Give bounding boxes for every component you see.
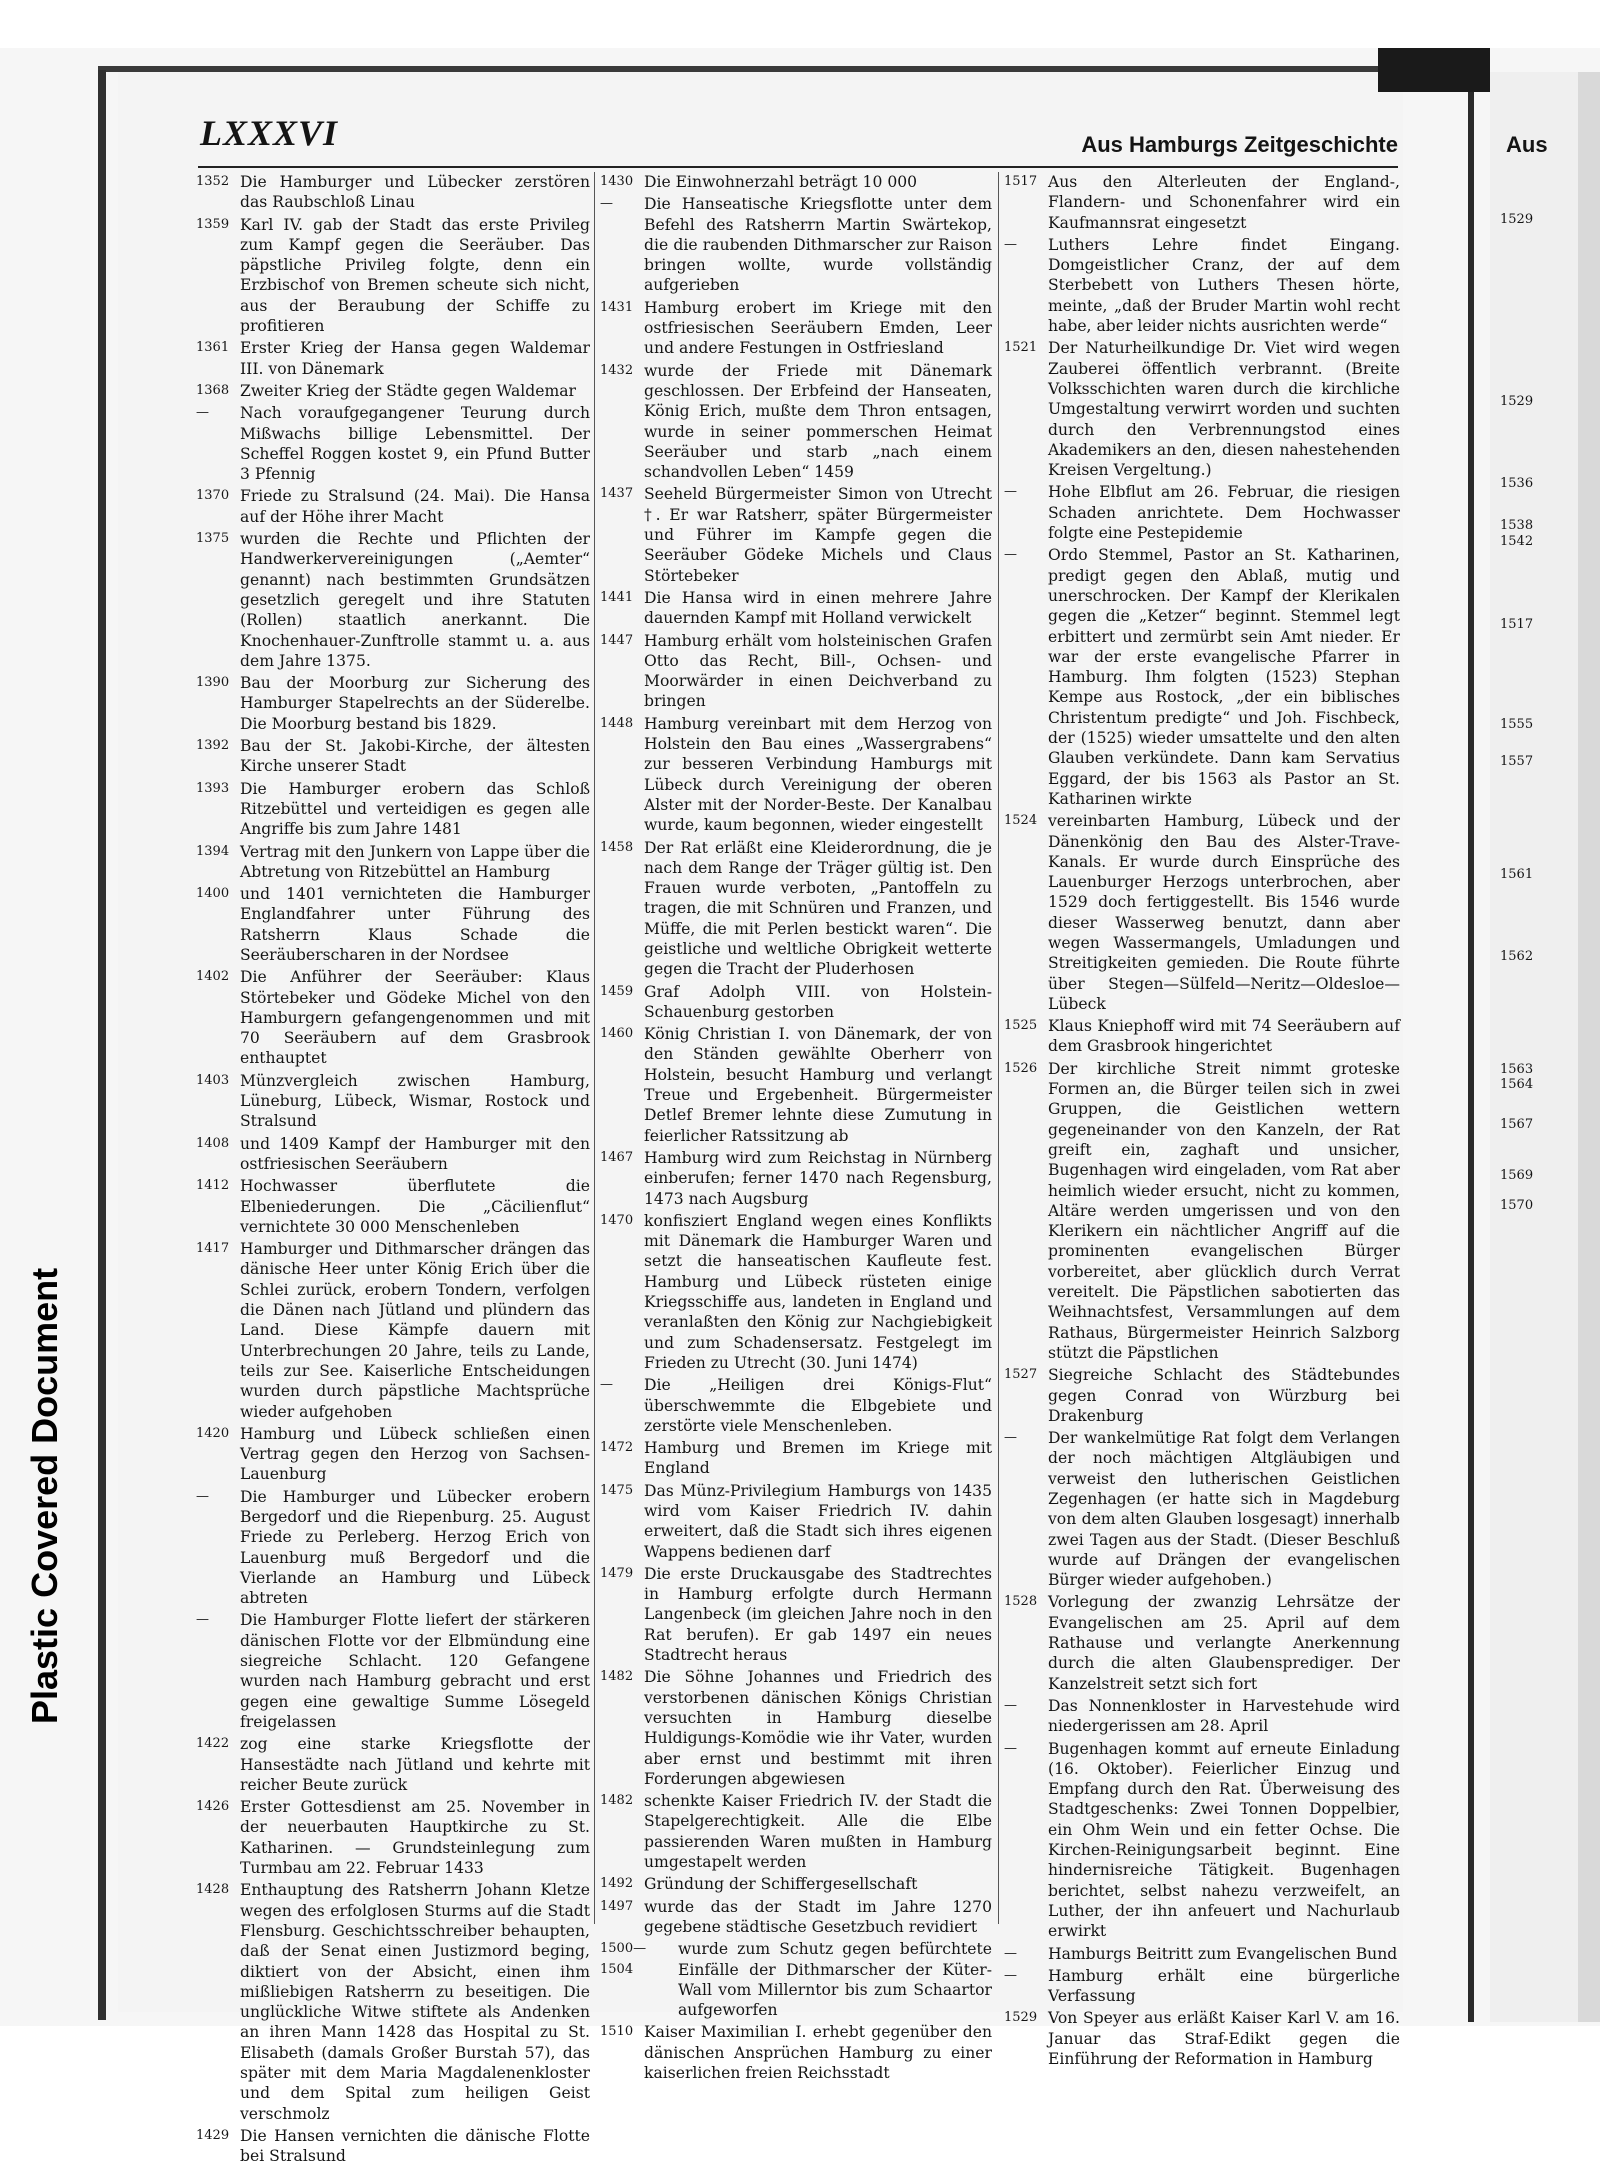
- entry-text: Die Hamburger erobern das Schloß Ritzebüttel und verteidigen es gegen alle Angriffe bis zum Jahre 1481: [240, 779, 590, 839]
- entry-year: 1375: [196, 531, 230, 547]
- entry-year: —: [1004, 1430, 1017, 1446]
- header-rule: [198, 166, 1398, 168]
- adjacent-year: 1529: [1500, 394, 1534, 409]
- chronicle-entry: [600, 1667, 992, 1789]
- entry-year: —: [600, 1377, 613, 1393]
- entry-text: Kaiser Maximilian I. erhebt gegenüber den dänischen Ansprüchen Hamburg zu einer kaiserlichen freien Reichsstadt: [644, 2023, 992, 2083]
- entry-year: —: [1004, 1740, 1017, 1756]
- entry-text: Luthers Lehre findet Eingang. Domgeistlicher Cranz, der auf dem Sterbebett von Luthers Thesen hörte, meinte, „daß der Bruder Martin wohl recht habe, aber leider nichts ausrichten werde“: [1048, 235, 1400, 336]
- entry-year: 1422: [196, 1736, 230, 1752]
- adjacent-year: 1536: [1500, 476, 1534, 491]
- chronicle-entry: [1004, 482, 1400, 543]
- entry-text: und 1409 Kampf der Hamburger mit den ostfriesischen Seeräubern: [240, 1134, 590, 1173]
- chronicle-entry: [600, 1375, 992, 1436]
- entry-text: wurde der Friede mit Dänemark geschlossen. Der Erbfeind der Hanseaten, König Erich, mußte dem Thron entsagen, wurde in seiner pommerschen Heimat Seeräuber und starb „nach einem schandvollen Leben“ 1459: [644, 361, 992, 482]
- entry-year: 1517: [1004, 174, 1038, 189]
- chronicle-entry: [600, 1939, 992, 2020]
- entry-year: —: [1004, 547, 1017, 563]
- entry-text: Die Hansa wird in einen mehrere Jahre dauernden Kampf mit Holland verwickelt: [644, 588, 992, 628]
- entry-year: —: [196, 1488, 209, 1504]
- entry-year: 1428: [196, 1882, 230, 1898]
- adjacent-year: 1567: [1500, 1117, 1534, 1132]
- entry-text: Die Hanseatische Kriegsflotte unter dem Befehl des Ratsherrn Martin Swärtekop, die die raubenden Dithmarscher zur Raison bringen wollte, wurde vollständig aufgerieben: [644, 195, 992, 295]
- entry-year: 1472: [600, 1440, 634, 1456]
- entry-text: Karl IV. gab der Stadt das erste Privileg zum Kampf gegen die Seeräuber. Das päpstliche Privileg folgte, denn ein Erzbischof von Bremen scheute sich nicht, aus der Beraubung der Schiffe zu profitieren: [240, 215, 590, 336]
- entry-year: 1392: [196, 738, 230, 754]
- entry-text: Hamburg wird zum Reichstag in Nürnberg einberufen; ferner 1470 nach Regensburg, 1473 nach Augsburg: [644, 1148, 992, 1208]
- entry-year: 1525: [1004, 1018, 1038, 1034]
- entry-text: wurde das der Stadt im Jahre 1270 gegebene städtische Gesetzbuch revidiert: [644, 1897, 992, 1936]
- adjacent-year: 1561: [1500, 867, 1534, 882]
- adjacent-year: 1538: [1500, 518, 1534, 533]
- entry-text: Gründung der Schiffergesellschaft: [644, 1875, 918, 1894]
- chronicle-entry: [196, 842, 590, 883]
- column-divider: [594, 172, 595, 1924]
- gutter-line: [1468, 92, 1474, 2022]
- entry-year: 1526: [1004, 1060, 1038, 1076]
- entry-year: 1431: [600, 299, 634, 315]
- entry-year: 1426: [196, 1799, 230, 1815]
- entry-text: Der Rat erläßt eine Kleiderordnung, die je nach dem Range der Träger gültig ist. Den Frauen wurde verboten, „Pantoffeln zu tragen, die mit Schnüren und Franzen, und Müffe, die mit Perlen bestickt waren“. Die geistliche und weltliche Obrigkeit wetterte gegen die Tracht der Pluderhosen: [644, 838, 992, 979]
- entry-text: Die Hamburger und Lübecker erobern Bergedorf und die Riepenburg. 25. August Friede zu Perleberg. Herzog Erich von Lauenburg muß Bergedorf und die Vierlande an Hamburg und Lübeck abtreten: [240, 1487, 590, 1608]
- entry-text: Die Söhne Johannes und Friedrich des verstorbenen dänischen Königs Christian versuchten in Hamburg dieselbe Huldigungs-Komödie wie ihr Vater, wurden aber ernst und bestimmt mit ihren Forderungen abgewiesen: [644, 1668, 992, 1788]
- chronicle-entry: [1004, 1739, 1400, 1942]
- chronicle-entry: [196, 1424, 590, 1485]
- entry-year: 1432: [600, 362, 634, 378]
- chronicle-entry: [1004, 811, 1400, 1014]
- chronicle-entry: [196, 486, 590, 527]
- entry-year: 1368: [196, 382, 230, 398]
- entry-text: Münzvergleich zwischen Hamburg, Lüneburg, Lübeck, Wismar, Rostock und Stralsund: [240, 1071, 590, 1131]
- entry-text: Hamburger und Dithmarscher drängen das dänische Heer unter König Erich über die Schlei zurück, erobern Tondern, verfolgen die Dänen nach Jütland und plündern das Land. Diese Kämpfe dauern mit Unterbrechungen 20 Jahre, teils zu Lande, teils zur See. Kaiserliche Entscheidungen wurden durch päpstliche Machtsprüche wieder aufgehoben: [240, 1240, 590, 1421]
- entry-text: Die Anführer der Seeräuber: Klaus Störtebeker und Gödeke Michel von den Hamburgern gefangengenommen und mit 70 Seeräubern auf dem Grasbrook enthauptet: [240, 968, 590, 1068]
- entry-text: Zweiter Krieg der Städte gegen Waldemar: [240, 381, 576, 400]
- entry-year: —: [1004, 484, 1017, 500]
- entry-year: 1394: [196, 843, 230, 859]
- entry-year: 1482: [600, 1669, 634, 1685]
- entry-year: —: [1004, 1945, 1017, 1961]
- entry-year: 1393: [196, 780, 230, 796]
- entry-year: 1459: [600, 983, 634, 999]
- adjacent-year: 1542: [1500, 534, 1534, 549]
- entry-year: 1437: [600, 486, 634, 502]
- chronicle-entry: [600, 631, 992, 712]
- entry-year: 1458: [600, 839, 634, 855]
- page-number: LXXXVI: [200, 113, 339, 153]
- entry-text: Hohe Elbflut am 26. Februar, die riesigen Schaden anrichtete. Dem Hochwasser folgte eine Pestepidemie: [1048, 483, 1400, 543]
- entry-text: konfisziert England wegen eines Konflikts mit Dänemark die Hamburger Waren und setzt die hanseatischen Kaufleute fest. Hamburg und Lübeck rüsteten einige Kriegsschiffe aus, landeten in England und veranlaßten den König zur Nachgiebigkeit und zum Schadensersatz. Festgelegt im Frieden zu Utrecht (30. Juni 1474): [644, 1211, 992, 1372]
- chronicle-entry: [196, 736, 590, 777]
- chronicle-entry: [600, 194, 992, 295]
- chronicle-entry: [600, 1211, 992, 1373]
- entry-text: Enthauptung des Ratsherrn Johann Kletze wegen des erfolglosen Sturms auf die Stadt Flensburg. Geschichtsschreiber behaupten, daß der Senat einen Justizmord beging, diktiert von der Absicht, einen ihm mißliebigen Ratsherrn zu beseitigen. Die unglückliche Witwe stiftete als Andenken an ihren Mann 1428 das Hospital zu St. Elisabeth (damals Großer Burstah 57), das später mit dem Maria Magdalenenkloster und dem Spital zum heiligen Geist verschmolz: [240, 1881, 590, 2123]
- entry-text: Das Nonnenkloster in Harvestehude wird niedergerissen am 28. April: [1048, 1696, 1400, 1736]
- entry-text: Von Speyer aus erläßt Kaiser Karl V. am 16. Januar das Straf-Edikt gegen die Einführung der Reformation in Hamburg: [1048, 2009, 1400, 2069]
- entry-year: 1352: [196, 174, 230, 189]
- adjacent-year: 1517: [1500, 617, 1534, 632]
- chronicle-entry: [196, 1734, 590, 1795]
- entry-text: Klaus Kniephoff wird mit 74 Seeräubern auf dem Grasbrook hingerichtet: [1048, 1017, 1400, 1056]
- entry-year: 1402: [196, 969, 230, 985]
- chronicle-entry: [600, 1481, 992, 1562]
- chronicle-entry: [196, 1071, 590, 1132]
- chronicle-entry: [196, 403, 590, 484]
- chronicle-entry: [196, 884, 590, 965]
- entry-text: Seeheld Bürgermeister Simon von Utrecht †. Er war Ratsherr, später Bürgermeister und Führer im Kampfe gegen die Seeräuber Gödeke Michels und Claus Störtebeker: [644, 485, 992, 585]
- entry-text: Die Hamburger Flotte liefert der stärkeren dänischen Flotte vor der Elbmündung eine siegreiche Schlacht. 120 Gefangene wurden nach Hamburg gebracht und erst gegen eine gewaltige Summe Lösegeld freigelassen: [240, 1611, 590, 1731]
- chronicle-entry: [1004, 545, 1400, 809]
- entry-year: 1467: [600, 1149, 634, 1165]
- entry-text: Bau der Moorburg zur Sicherung des Hamburger Stapelrechts an der Süderelbe. Die Moorburg bestand bis 1829.: [240, 674, 590, 733]
- side-label: Plastic Covered Document: [24, 1267, 65, 1724]
- entry-text: Siegreiche Schlacht des Städtebundes gegen Conrad von Würzburg bei Drakenburg: [1048, 1366, 1400, 1425]
- running-title: Aus Hamburgs Zeitgeschichte: [1081, 132, 1398, 157]
- chronicle-entry: [196, 1797, 590, 1878]
- chronicle-entry: [196, 338, 590, 379]
- chronicle-entry: [600, 172, 992, 192]
- entry-year: 1420: [196, 1425, 230, 1441]
- chronicle-entry: [196, 529, 590, 671]
- entry-year: 1479: [600, 1565, 634, 1581]
- entry-text: wurden die Rechte und Pflichten der Handwerkervereinigungen („Aemter“ genannt) nach bestimmten Grundsätzen gesetzlich geregelt und ihre Statuten (Rollen) staatlich anerkannt. Die Knochenhauer-Zunftrolle stammt u. a. aus dem Jahre 1375.: [240, 530, 590, 670]
- entry-year: —: [1004, 1697, 1017, 1713]
- entry-text: Vertrag mit den Junkern von Lappe über die Abtretung von Ritzebüttel an Hamburg: [240, 842, 591, 881]
- entry-text: Der Naturheilkundige Dr. Viet wird wegen Zauberei öffentlich verbrannt. (Breite Volksschichten waren durch die kirchliche Umgestaltung verwirrt worden und suchten durch den Verbrennungstod eines Akademikers an den, diesen nahestehenden Kreisen Vergeltung.): [1048, 339, 1400, 480]
- entry-year: 1528: [1004, 1594, 1038, 1610]
- chronicle-entry: [600, 1791, 992, 1872]
- entry-text: Die Einwohnerzahl beträgt 10 000: [644, 173, 918, 191]
- entry-text: Graf Adolph VIII. von Holstein-Schauenburg gestorben: [644, 982, 992, 1021]
- entry-text: Die Hamburger und Lübecker zerstören das Raubschloß Linau: [240, 173, 590, 212]
- chronicle-entry: [196, 1610, 590, 1732]
- entry-text: Hamburg erhält vom holsteinischen Grafen Otto das Recht, Bill-, Ochsen- und Moorwärder in einen Deichverband zu bringen: [644, 631, 992, 711]
- chronicle-entry: [1004, 172, 1400, 233]
- entry-text: Aus den Alterleuten der England-, Flandern- und Schonenfahrer wird ein Kaufmannsrat eingesetzt: [1048, 173, 1400, 232]
- chronicle-column-2: [600, 172, 992, 2085]
- chronicle-entry: [600, 298, 992, 359]
- entry-text: Die „Heiligen drei Königs-Flut“ überschwemmte die Elbgebiete und zerstörte viele Menschenleben.: [644, 1376, 992, 1435]
- chronicle-entry: [1004, 1966, 1400, 2007]
- entry-year: 1527: [1004, 1367, 1038, 1383]
- entry-text: Bugenhagen kommt auf erneute Einladung (16. Oktober). Feierlicher Einzug und Empfang durch den Rat. Überweisung des Stadtgeschenks: Zwei Tonnen Doppelbier, ein Ohm Wein und ein fetter Ochse. Die Kirchen-Reinigungsarbeit beginnt. Eine hindernisreiche Tätigkeit. Bugenhagen berichtet, selbst nahezu verzweifelt, an Luther, der ihn anfeuert und Nachurlaub erwirkt: [1048, 1739, 1400, 1941]
- adjacent-page-title: Aus: [1506, 132, 1548, 157]
- entry-text: Das Münz-Privilegium Hamburgs von 1435 wird vom Kaiser Friedrich IV. dahin erweitert, daß die Stadt sich ihres eigenen Wappens bedienen darf: [644, 1481, 992, 1561]
- chronicle-entry: [196, 1134, 590, 1175]
- entry-year: —: [196, 1612, 209, 1628]
- chronicle-entry: [1004, 1944, 1400, 1964]
- entry-text: Bau der St. Jakobi-Kirche, der ältesten Kirche unserer Stadt: [240, 737, 590, 776]
- entry-year: 1412: [196, 1178, 230, 1194]
- adjacent-year: 1564: [1500, 1077, 1534, 1092]
- entry-year: 1510: [600, 2024, 634, 2040]
- entry-year: 1400: [196, 886, 230, 902]
- chronicle-entry: [1004, 1592, 1400, 1693]
- chronicle-entry: [600, 1564, 992, 1665]
- chronicle-entry: [196, 2126, 590, 2167]
- entry-year: 1447: [600, 632, 634, 648]
- chronicle-entry: [600, 2022, 992, 2083]
- entry-text: Erster Gottesdienst am 25. November in der neuerbauten Hauptkirche zu St. Katharinen. — Grundsteinlegung zum Turmbau am 22. Februar 1433: [240, 1798, 590, 1878]
- chronicle-entry: [600, 361, 992, 483]
- entry-text: Hamburg und Bremen im Kriege mit England: [644, 1439, 992, 1478]
- chronicle-entry: [600, 1148, 992, 1209]
- entry-year: —: [1004, 1967, 1017, 1983]
- entry-text: Nach voraufgegangener Teurung durch Mißwachs billige Lebensmittel. Der Scheffel Roggen kostet 9, ein Pfund Butter 3 Pfennig: [240, 404, 590, 484]
- entry-text: vereinbarten Hamburg, Lübeck und der Dänenkönig den Bau des Alster-Trave-Kanals. Er wurde durch Einsprüche des Lauenburger Herzogs unterbrochen, aber 1529 doch fertiggestellt. Bis 1546 wurde dieser Wasserweg benutzt, dann aber wegen Wassermangels, Umladungen und Streitigkeiten gemieden. Die Route führte über Stegen—Sülfeld—Neritz—Oldesloe—Lübeck: [1048, 812, 1400, 1013]
- adjacent-page-edge: [1578, 72, 1600, 2022]
- chronicle-entry: [600, 484, 992, 585]
- chronicle-entry: [196, 1176, 590, 1237]
- chronicle-entry: [600, 982, 992, 1023]
- entry-year: 1460: [600, 1026, 634, 1042]
- chronicle-entry: [196, 1487, 590, 1609]
- chronicle-entry: [196, 215, 590, 337]
- chronicle-entry: [1004, 1016, 1400, 1057]
- entry-year: 1370: [196, 488, 230, 504]
- entry-year: 1497: [600, 1898, 634, 1914]
- adjacent-page-strip: [1490, 72, 1600, 2022]
- chronicle-entry: [600, 714, 992, 836]
- adjacent-year: 1562: [1500, 949, 1534, 964]
- entry-text: zog eine starke Kriegsflotte der Hansestädte nach Jütland und kehrte mit reicher Beute zurück: [240, 1735, 590, 1794]
- chronicle-entry: [196, 172, 590, 213]
- entry-text: Die Hansen vernichten die dänische Flotte bei Stralsund: [240, 2126, 590, 2166]
- adjacent-year: 1555: [1500, 717, 1534, 732]
- entry-text: und 1401 vernichteten die Hamburger Englandfahrer unter Führung des Ratsherrn Klaus Schade die Seeräuberscharen in der Nordsee: [240, 885, 590, 964]
- chronicle-entry: [1004, 1428, 1400, 1590]
- entry-year: 1529: [1004, 2010, 1038, 2026]
- entry-text: Hamburg erhält eine bürgerliche Verfassung: [1048, 1966, 1400, 2006]
- chronicle-entry: [196, 967, 590, 1068]
- chronicle-entry: [196, 779, 590, 840]
- entry-text: Hamburg und Lübeck schließen einen Vertrag gegen den Herzog von Sachsen-Lauenburg: [240, 1424, 590, 1484]
- chronicle-entry: [196, 673, 590, 734]
- entry-year: 1361: [196, 340, 230, 356]
- adjacent-year: 1529: [1500, 212, 1534, 227]
- entry-year: 1403: [196, 1072, 230, 1088]
- column-divider: [998, 172, 999, 1924]
- chronicle-entry: [600, 1024, 992, 1146]
- chronicle-entry: [1004, 235, 1400, 336]
- chronicle-column-1: [196, 172, 590, 2169]
- chronicle-entry: [196, 1880, 590, 2124]
- entry-text: Hochwasser überflutete die Elbeniederungen. Die „Cäcilienflut“ vernichtete 30 000 Menschenleben: [240, 1177, 590, 1236]
- entry-year: 1417: [196, 1241, 230, 1257]
- entry-year: 1500—1504: [600, 1941, 647, 1977]
- entry-year: 1482: [600, 1793, 634, 1809]
- entry-text: Ordo Stemmel, Pastor an St. Katharinen, predigt gegen den Ablaß, mutig und unerschrocken. Der Kampf der Klerikalen gegen die „Ketzer“ beginnt. Stemmel legt erbittert und zermürbt sein Amt nieder. Er war der erste evangelische Pfarrer in Hamburg. Ihm folgten (1523) Stephan Kempe aus Rostock, „der ein biblisches Christentum predigte“ und Joh. Fischbeck, der (1525) wieder umsattelte und den alten Glauben verkündete. Dann kam Servatius Eggard, der bis 1563 als Pastor an St. Katharinen wirkte: [1048, 546, 1400, 808]
- adjacent-year: 1570: [1500, 1198, 1534, 1213]
- entry-text: Vorlegung der zwanzig Lehrsätze der Evangelischen am 25. April auf dem Rathause und verlangte Anerkennung durch die alten Glaubensprediger. Der Kanzelstreit setzt sich fort: [1048, 1593, 1400, 1693]
- chronicle-entry: [1004, 1059, 1400, 1363]
- chronicle-entry: [1004, 338, 1400, 480]
- entry-year: 1390: [196, 675, 230, 691]
- chronicle-entry: [600, 1874, 992, 1894]
- entry-text: Hamburg erobert im Kriege mit den ostfriesischen Seeräubern Emden, Leer und andere Festungen in Ostfriesland: [644, 298, 992, 358]
- chronicle-entry: [196, 1239, 590, 1422]
- entry-text: Hamburg vereinbart mit dem Herzog von Holstein den Bau eines „Wassergrabens“ zur besseren Verbindung Hamburgs mit Lübeck durch Vereinigung der oberen Alster mit der Norder-Beste. Der Kanalbau wurde, kaum begonnen, wieder eingestellt: [644, 714, 992, 835]
- entry-text: Die erste Druckausgabe des Stadtrechtes in Hamburg erfolgte durch Hermann Langenbeck (im gleichen Jahre noch in den Rat berufen). Er gab 1497 ein neues Stadtrecht heraus: [644, 1564, 992, 1665]
- entry-year: 1475: [600, 1482, 634, 1498]
- chronicle-entry: [1004, 1365, 1400, 1426]
- entry-year: 1448: [600, 715, 634, 731]
- entry-year: 1430: [600, 174, 634, 189]
- adjacent-year: 1569: [1500, 1168, 1534, 1183]
- chronicle-column-3: [1004, 172, 1400, 2071]
- chronicle-entry: [1004, 1696, 1400, 1737]
- entry-text: Friede zu Stralsund (24. Mai). Die Hansa auf der Höhe ihrer Macht: [240, 487, 590, 526]
- entry-text: schenkte Kaiser Friedrich IV. der Stadt die Stapelgerechtigkeit. Alle die Elbe passierenden Waren mußten in Hamburg umgestapelt werden: [644, 1792, 992, 1872]
- adjacent-year: 1557: [1500, 754, 1534, 769]
- entry-text: wurde zum Schutz gegen befürchtete Einfälle der Dithmarscher der Küter-Wall vom Millerntor bis zum Schaartor aufgeworfen: [678, 1940, 992, 2020]
- entry-year: —: [196, 405, 209, 421]
- entry-year: 1521: [1004, 340, 1038, 356]
- entry-text: Hamburgs Beitritt zum Evangelischen Bund: [1048, 1944, 1398, 1963]
- entry-year: 1429: [196, 2127, 230, 2143]
- entry-text: König Christian I. von Dänemark, der von den Ständen gewählte Oberherr von Holstein, besucht Hamburg und verlangt Treue und Ergebenheit. Bürgermeister Detlef Bremer lehnte diese Zumutung in feierlicher Ratssitzung ab: [644, 1025, 992, 1145]
- adjacent-year: 1563: [1500, 1062, 1534, 1077]
- chronicle-entry: [600, 1438, 992, 1479]
- chronicle-entry: [196, 381, 590, 401]
- chronicle-entry: [600, 838, 992, 980]
- entry-year: 1408: [196, 1135, 230, 1151]
- entry-year: 1524: [1004, 813, 1038, 829]
- entry-year: 1492: [600, 1876, 634, 1892]
- gutter-shadow: [1378, 48, 1490, 92]
- entry-text: Der wankelmütige Rat folgt dem Verlangen der noch mächtigen Altgläubigen und verweist den lutherischen Geistlichen Zegenhagen (er hatte sich in Magdeburg von dem alten Glauben losgesagt) innerhalb zwei Tagen aus der Stadt. (Dieser Beschluß wurde auf Drängen der evangelischen Bürger wieder aufgehoben.): [1048, 1429, 1400, 1590]
- entry-year: 1441: [600, 589, 634, 605]
- page-left-edge: [98, 70, 106, 2020]
- entry-year: —: [600, 196, 613, 212]
- entry-year: —: [1004, 236, 1017, 252]
- entry-year: 1470: [600, 1212, 634, 1228]
- chronicle-entry: [600, 588, 992, 629]
- entry-year: 1359: [196, 216, 230, 232]
- chronicle-entry: [1004, 2008, 1400, 2069]
- entry-text: Der kirchliche Streit nimmt groteske Formen an, die Bürger teilen sich in zwei Gruppen, die Geistlichen wettern gegeneinander von den Kanzeln, der Rat greift ein, zaghaft und unsicher, Bugenhagen wird eingeladen, vom Rat aber heimlich wieder ersucht, nicht zu kommen, Altäre werden umgerissen und von den Klerikern ein nächtlicher Angriff auf die prominenten evangelischen Bürger vorbereitet, aber glücklich durch Verrat vereitelt. Die Päpstlichen sabotierten das Weihnachtsfest, Versammlungen auf dem Rathaus, Bürgermeister Heinrich Salzborg stützt die Päpstlichen: [1048, 1059, 1400, 1362]
- chronicle-entry: [600, 1897, 992, 1938]
- entry-text: Erster Krieg der Hansa gegen Waldemar III. von Dänemark: [240, 339, 590, 378]
